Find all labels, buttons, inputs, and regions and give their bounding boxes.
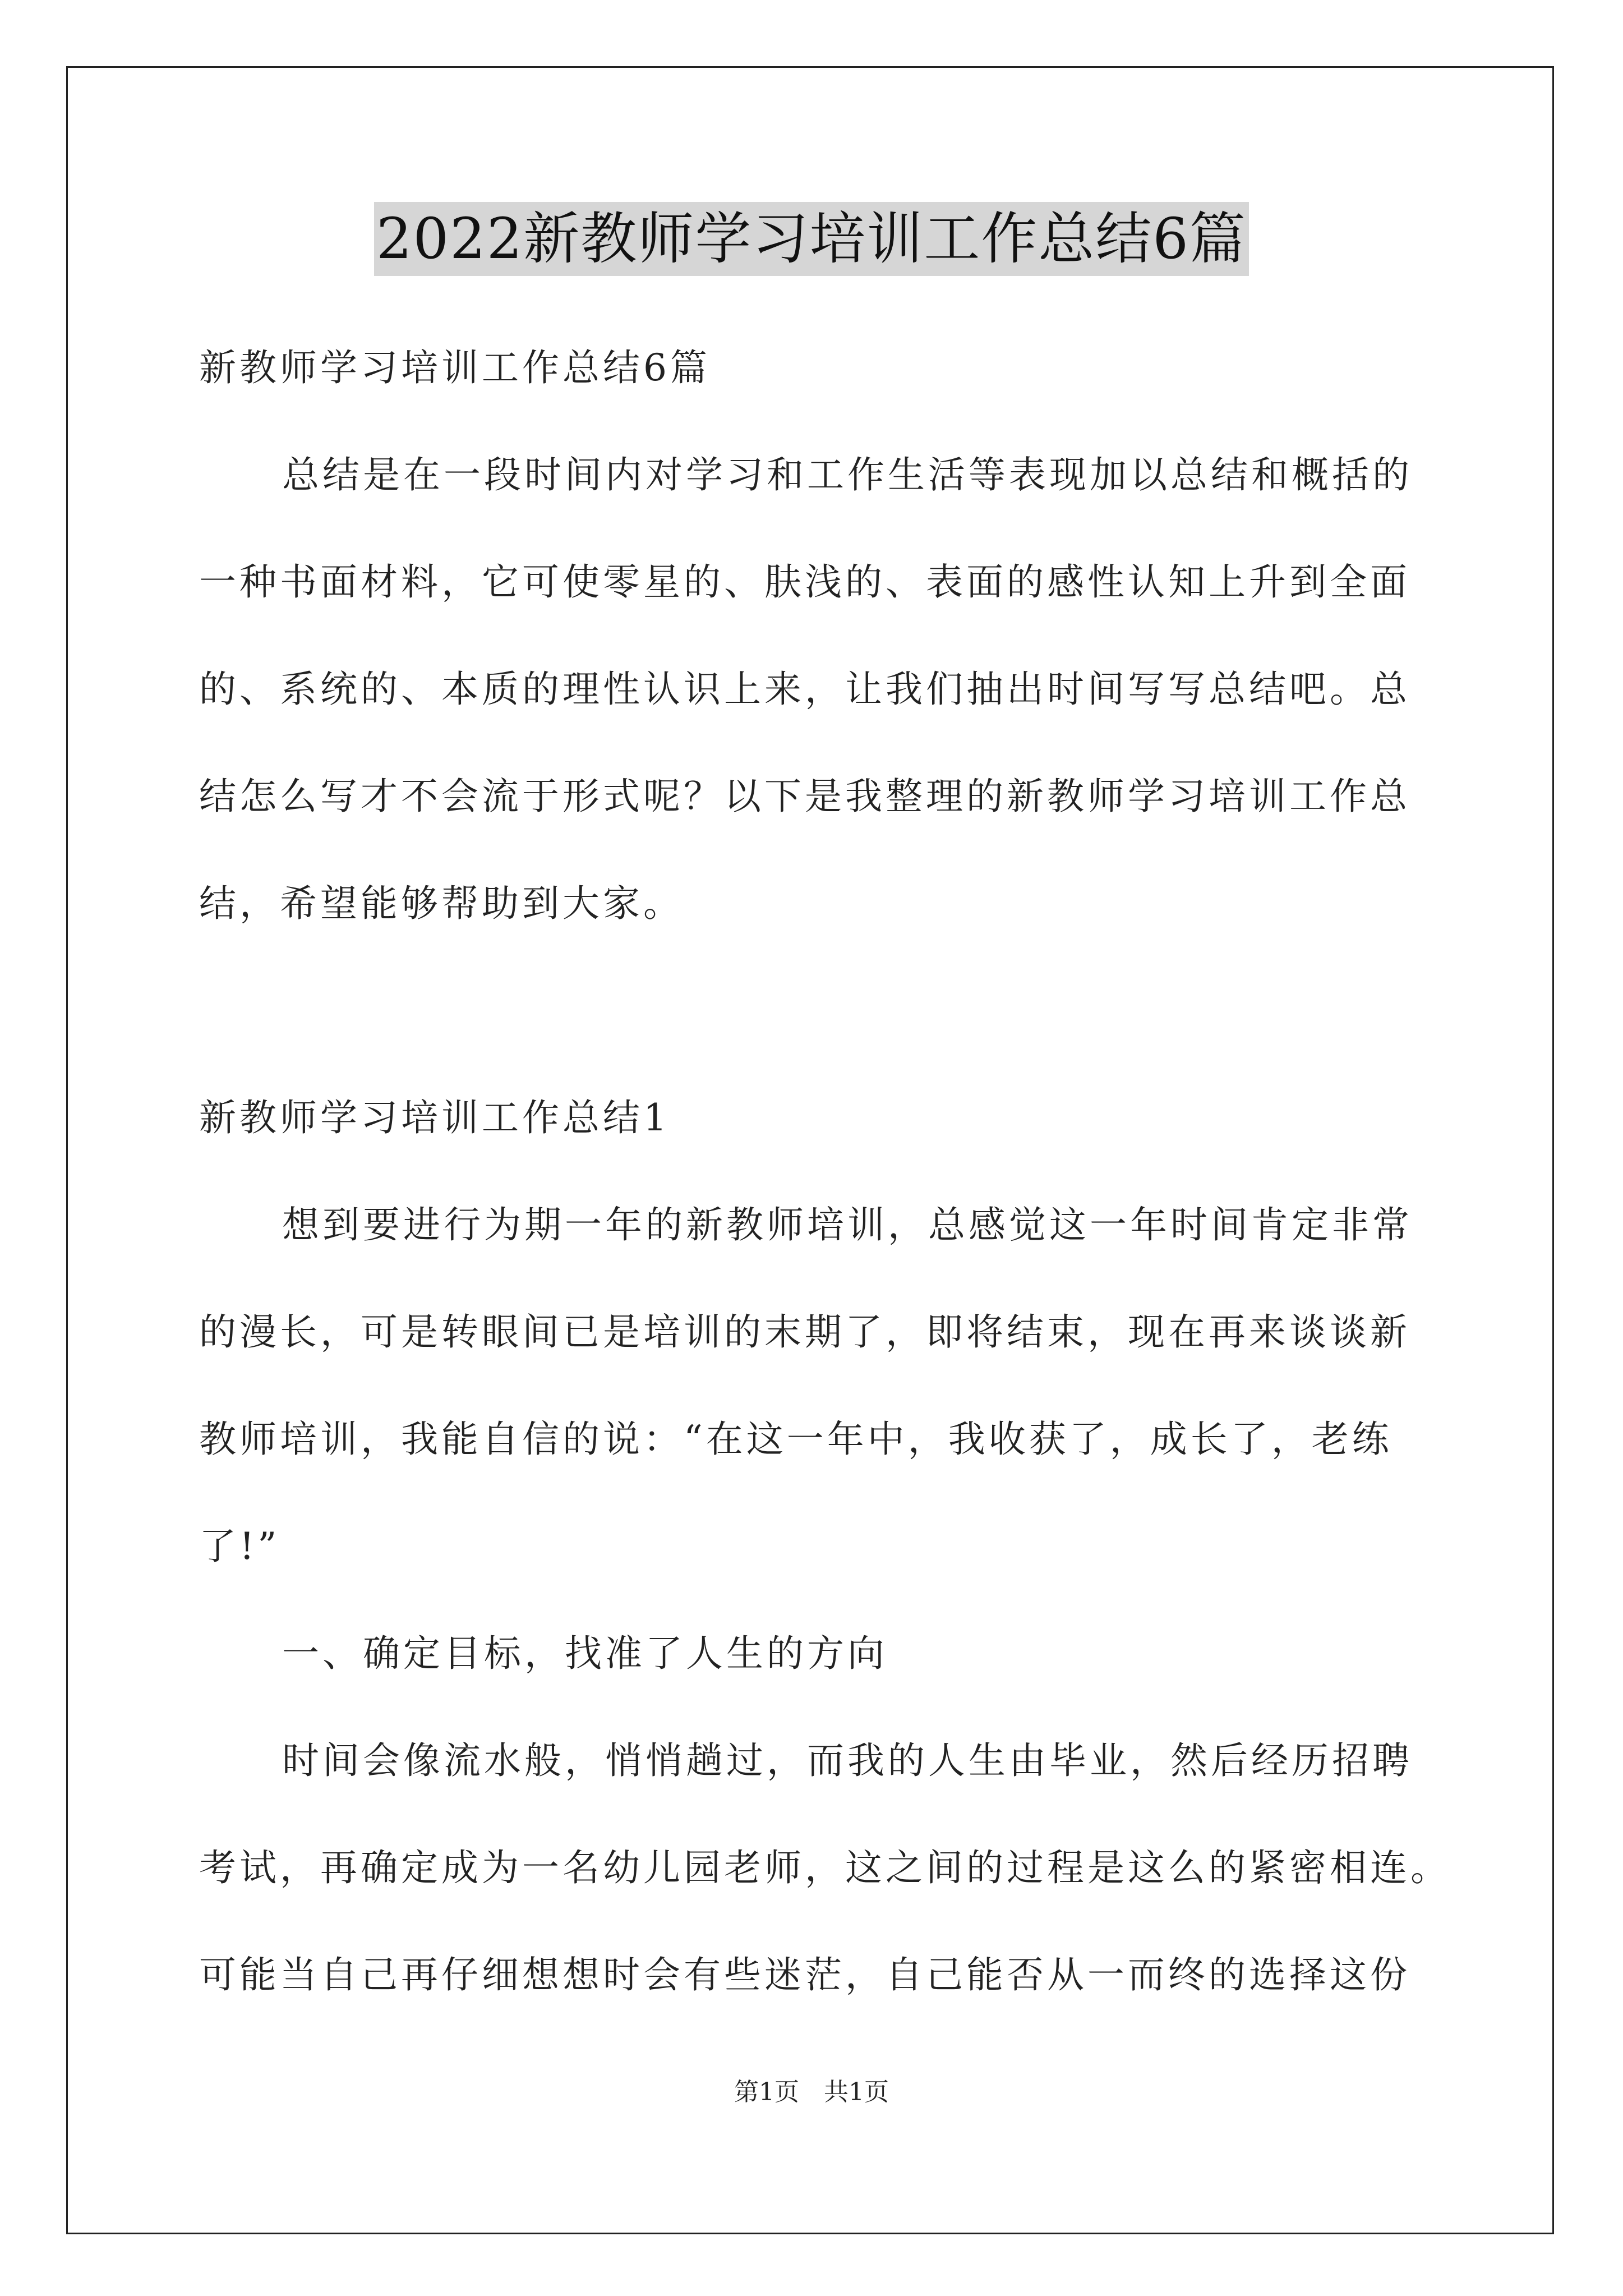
- paragraph-line: 想到要进行为期一年的新教师培训，总感觉这一年时间肯定非常: [282, 1203, 1413, 1246]
- blank-line: [199, 957, 1441, 1064]
- paragraph-line: 的、系统的、本质的理性认识上来，让我们抽出时间写写总结吧。总: [199, 668, 1410, 711]
- subsection-heading: 一、确定目标，找准了人生的方向: [282, 1632, 888, 1675]
- document-title: 2022新教师学习培训工作总结6篇: [374, 202, 1249, 276]
- paragraph-line: 可能当自己再仔细想想时会有些迷茫，自己能否从一而终的选择这份: [199, 1953, 1410, 1996]
- paragraph-line: 结，希望能够帮助到大家。: [199, 882, 684, 925]
- paragraph-line: 一种书面材料，它可使零星的、肤浅的、表面的感性认知上升到全面: [199, 560, 1410, 604]
- paragraph-line: 教师培训，我能自信的说：“在这一年中，我收获了，成长了，老练: [199, 1418, 1393, 1461]
- paragraph-line: 了!”: [199, 1525, 280, 1568]
- paragraph-line: 结怎么写才不会流于形式呢？以下是我整理的新教师学习培训工作总: [199, 775, 1410, 818]
- paragraph-line: 的漫长，可是转眼间已是培训的末期了，即将结束，现在再来谈谈新: [199, 1310, 1410, 1354]
- section-heading: 新教师学习培训工作总结1: [199, 1096, 670, 1139]
- paragraph-line: 时间会像流水般，悄悄趟过，而我的人生由毕业，然后经历招聘: [282, 1739, 1413, 1782]
- paragraph-line: 总结是在一段时间内对学习和工作生活等表现加以总结和概括的: [282, 453, 1413, 496]
- section-heading: 新教师学习培训工作总结6篇: [199, 346, 711, 389]
- document-body: [199, 314, 1451, 2028]
- paragraph-line: 考试，再确定成为一名幼儿园老师，这之间的过程是这么的紧密相连。: [199, 1846, 1451, 1889]
- page-footer: [0, 2076, 1623, 2109]
- current-page-number: 第1页: [734, 2078, 799, 2106]
- total-page-count: 共1页: [824, 2078, 889, 2106]
- document-title-container: [0, 202, 1623, 276]
